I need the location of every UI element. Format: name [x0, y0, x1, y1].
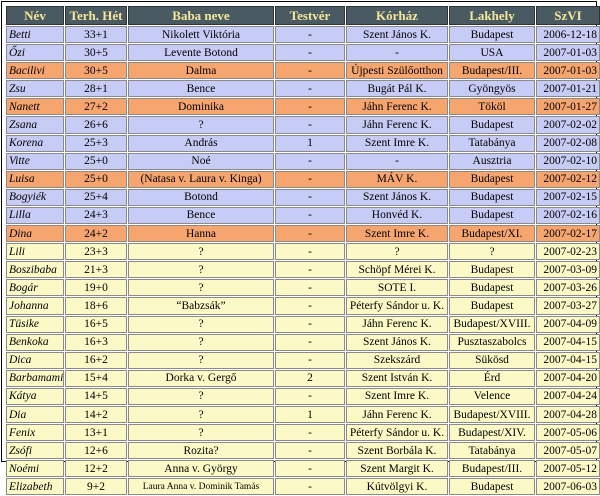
table-row	[6, 406, 600, 423]
cell-korhaz: Honvéd K.	[346, 207, 448, 224]
cell-testver: -	[275, 207, 345, 224]
cell-testver: -	[275, 442, 345, 459]
cell-szvi: 2007-02-17	[536, 225, 600, 242]
cell-nev: Bogár	[6, 279, 64, 296]
cell-baba-neve: Noé	[128, 153, 274, 170]
cell-szvi: 2007-05-07	[536, 442, 600, 459]
cell-szvi: 2007-04-20	[536, 370, 600, 387]
cell-szvi: 2007-03-27	[536, 297, 600, 314]
cell-nev: Johanna	[6, 297, 64, 314]
cell-lakhely: Budapest/III.	[449, 62, 535, 79]
cell-szvi: 2007-02-02	[536, 116, 600, 133]
cell-korhaz: SOTE I.	[346, 279, 448, 296]
cell-terh-het: 30+5	[65, 62, 127, 79]
cell-korhaz: Bugát Pál K.	[346, 80, 448, 97]
cell-szvi: 2007-02-10	[536, 153, 600, 170]
cell-nev: Lili	[6, 243, 64, 260]
table-row	[6, 388, 600, 405]
cell-korhaz: Péterfy Sándor u. K.	[346, 424, 448, 441]
cell-szvi: 2007-04-15	[536, 334, 600, 351]
cell-testver: -	[275, 80, 345, 97]
cell-baba-neve: Dalma	[128, 62, 274, 79]
cell-terh-het: 24+3	[65, 207, 127, 224]
header-nev: Név	[6, 6, 64, 25]
table-row	[6, 62, 600, 79]
cell-lakhely: Budapest/XI.	[449, 225, 535, 242]
cell-korhaz: Szent János K.	[346, 26, 448, 43]
header-terh-het: Terh. Hét	[65, 6, 127, 25]
cell-korhaz: -	[346, 153, 448, 170]
cell-baba-neve: ?	[128, 406, 274, 423]
cell-testver: -	[275, 243, 345, 260]
cell-baba-neve: Hanna	[128, 225, 274, 242]
table-frame	[1, 1, 597, 493]
cell-baba-neve: Dorka v. Gergő	[128, 370, 274, 387]
table-row	[6, 171, 600, 188]
cell-baba-neve: Levente Botond	[128, 44, 274, 61]
cell-szvi: 2007-04-09	[536, 316, 600, 333]
table-row	[6, 297, 600, 314]
cell-szvi: 2007-05-06	[536, 424, 600, 441]
cell-lakhely: Budapest/XVIII.	[449, 316, 535, 333]
cell-nev: Barbamami	[6, 370, 64, 387]
cell-terh-het: 25+3	[65, 135, 127, 152]
cell-korhaz: Szent Imre K.	[346, 225, 448, 242]
cell-testver: -	[275, 62, 345, 79]
cell-terh-het: 28+1	[65, 80, 127, 97]
table-row	[6, 153, 600, 170]
cell-testver: -	[275, 352, 345, 369]
cell-szvi: 2007-03-09	[536, 261, 600, 278]
cell-terh-het: 9+2	[65, 478, 127, 495]
cell-baba-neve: Rozita?	[128, 442, 274, 459]
cell-nev: Betti	[6, 26, 64, 43]
cell-lakhely: Tatabánya	[449, 442, 535, 459]
cell-testver: -	[275, 171, 345, 188]
cell-lakhely: Budapest	[449, 279, 535, 296]
cell-testver: -	[275, 153, 345, 170]
cell-testver: -	[275, 98, 345, 115]
cell-nev: Elizabeth	[6, 478, 64, 495]
table-row	[6, 189, 600, 206]
cell-testver: 1	[275, 135, 345, 152]
cell-korhaz: Jáhn Ferenc K.	[346, 116, 448, 133]
cell-korhaz: Szent Imre K.	[346, 388, 448, 405]
table-row	[6, 352, 600, 369]
cell-lakhely: Budapest	[449, 478, 535, 495]
cell-baba-neve: Dominika	[128, 98, 274, 115]
cell-terh-het: 14+5	[65, 388, 127, 405]
cell-nev: Zsu	[6, 80, 64, 97]
cell-korhaz: Schöpf Mérei K.	[346, 261, 448, 278]
cell-korhaz: Jáhn Ferenc K.	[346, 98, 448, 115]
cell-szvi: 2007-04-24	[536, 388, 600, 405]
cell-terh-het: 16+2	[65, 352, 127, 369]
table-row	[6, 460, 600, 477]
cell-baba-neve: ?	[128, 334, 274, 351]
cell-nev: Bacilivi	[6, 62, 64, 79]
cell-terh-het: 25+0	[65, 153, 127, 170]
cell-korhaz: Szent István K.	[346, 370, 448, 387]
cell-szvi: 2007-05-12	[536, 460, 600, 477]
header-lakhely: Lakhely	[449, 6, 535, 25]
cell-korhaz: Szent János K.	[346, 334, 448, 351]
header-testver: Testvér	[275, 6, 345, 25]
table-row	[6, 207, 600, 224]
cell-testver: 1	[275, 406, 345, 423]
cell-terh-het: 16+5	[65, 316, 127, 333]
cell-szvi: 2007-02-08	[536, 135, 600, 152]
table-row	[6, 316, 600, 333]
cell-baba-neve: (Natasa v. Laura v. Kinga)	[128, 171, 274, 188]
cell-lakhely: Tököl	[449, 98, 535, 115]
table-row	[6, 370, 600, 387]
cell-szvi: 2007-01-03	[536, 62, 600, 79]
cell-nev: Zsófi	[6, 442, 64, 459]
cell-testver: -	[275, 26, 345, 43]
cell-testver: -	[275, 116, 345, 133]
cell-terh-het: 12+6	[65, 442, 127, 459]
table-row	[6, 116, 600, 133]
cell-terh-het: 14+2	[65, 406, 127, 423]
table-row	[6, 243, 600, 260]
cell-baba-neve: “Babzsák”	[128, 297, 274, 314]
cell-korhaz: MÁV K.	[346, 171, 448, 188]
cell-nev: Bogyiék	[6, 189, 64, 206]
cell-nev: Fenix	[6, 424, 64, 441]
cell-lakhely: Budapest	[449, 207, 535, 224]
cell-lakhely: Gyöngyös	[449, 80, 535, 97]
cell-testver: -	[275, 189, 345, 206]
cell-korhaz: Szent Borbála K.	[346, 442, 448, 459]
cell-baba-neve: ?	[128, 279, 274, 296]
cell-korhaz: Kútvölgyi K.	[346, 478, 448, 495]
cell-szvi: 2007-04-28	[536, 406, 600, 423]
cell-lakhely: Pusztaszabolcs	[449, 334, 535, 351]
table-row	[6, 279, 600, 296]
cell-testver: -	[275, 225, 345, 242]
cell-lakhely: ?	[449, 243, 535, 260]
cell-lakhely: Budapest/XIV.	[449, 424, 535, 441]
cell-terh-het: 13+1	[65, 424, 127, 441]
cell-testver: -	[275, 297, 345, 314]
cell-nev: Boszibaba	[6, 261, 64, 278]
cell-lakhely: USA	[449, 44, 535, 61]
cell-szvi: 2007-02-12	[536, 171, 600, 188]
cell-testver: -	[275, 424, 345, 441]
cell-terh-het: 27+2	[65, 98, 127, 115]
cell-szvi: 2007-04-15	[536, 352, 600, 369]
cell-testver: -	[275, 478, 345, 495]
cell-lakhely: Érd	[449, 370, 535, 387]
cell-szvi: 2007-01-27	[536, 98, 600, 115]
cell-nev: Nanett	[6, 98, 64, 115]
cell-baba-neve: Botond	[128, 189, 274, 206]
cell-lakhely: Velence	[449, 388, 535, 405]
table-row	[6, 261, 600, 278]
cell-lakhely: Budapest	[449, 26, 535, 43]
cell-korhaz: Szent János K.	[346, 189, 448, 206]
cell-terh-het: 12+2	[65, 460, 127, 477]
cell-korhaz: Szent Imre K.	[346, 135, 448, 152]
cell-lakhely: Budapest/XVIII.	[449, 406, 535, 423]
cell-lakhely: Sükösd	[449, 352, 535, 369]
cell-baba-neve: ?	[128, 424, 274, 441]
table-row	[6, 442, 600, 459]
cell-testver: -	[275, 316, 345, 333]
cell-korhaz: Szent Margit K.	[346, 460, 448, 477]
table-row	[6, 80, 600, 97]
header-row	[6, 6, 600, 25]
cell-korhaz: Jáhn Ferenc K.	[346, 316, 448, 333]
cell-testver: -	[275, 388, 345, 405]
cell-terh-het: 16+3	[65, 334, 127, 351]
cell-nev: Dica	[6, 352, 64, 369]
table-row	[6, 135, 600, 152]
cell-lakhely: Budapest	[449, 261, 535, 278]
cell-baba-neve: ?	[128, 116, 274, 133]
cell-lakhely: Ausztria	[449, 153, 535, 170]
header-baba-neve: Baba neve	[128, 6, 274, 25]
table-row	[6, 44, 600, 61]
table-row	[6, 478, 600, 495]
cell-nev: Vitte	[6, 153, 64, 170]
cell-baba-neve: ?	[128, 316, 274, 333]
cell-nev: Dina	[6, 225, 64, 242]
cell-szvi: 2007-02-15	[536, 189, 600, 206]
cell-lakhely: Budapest	[449, 116, 535, 133]
cell-nev: Noémi	[6, 460, 64, 477]
cell-nev: Zsana	[6, 116, 64, 133]
cell-nev: Korena	[6, 135, 64, 152]
cell-testver: -	[275, 334, 345, 351]
table-row	[6, 98, 600, 115]
cell-korhaz: Péterfy Sándor u. K.	[346, 297, 448, 314]
table-row	[6, 424, 600, 441]
cell-korhaz: Jáhn Ferenc K.	[346, 406, 448, 423]
cell-nev: Őzi	[6, 44, 64, 61]
cell-baba-neve: András	[128, 135, 274, 152]
cell-szvi: 2006-12-18	[536, 26, 600, 43]
cell-terh-het: 26+6	[65, 116, 127, 133]
cell-szvi: 2007-03-26	[536, 279, 600, 296]
cell-terh-het: 24+2	[65, 225, 127, 242]
cell-testver: -	[275, 44, 345, 61]
cell-lakhely: Budapest/III.	[449, 460, 535, 477]
cell-baba-neve: ?	[128, 261, 274, 278]
cell-testver: -	[275, 460, 345, 477]
cell-lakhely: Budapest	[449, 189, 535, 206]
cell-baba-neve: Bence	[128, 207, 274, 224]
header-korhaz: Kórház	[346, 6, 448, 25]
cell-korhaz: ?	[346, 243, 448, 260]
cell-baba-neve: ?	[128, 388, 274, 405]
cell-testver: -	[275, 261, 345, 278]
cell-szvi: 2007-01-03	[536, 44, 600, 61]
cell-nev: Tüsike	[6, 316, 64, 333]
cell-korhaz: -	[346, 44, 448, 61]
cell-szvi: 2007-01-21	[536, 80, 600, 97]
cell-baba-neve: Bence	[128, 80, 274, 97]
cell-terh-het: 33+1	[65, 26, 127, 43]
cell-korhaz: Szekszárd	[346, 352, 448, 369]
cell-szvi: 2007-02-23	[536, 243, 600, 260]
cell-terh-het: 15+4	[65, 370, 127, 387]
cell-baba-neve: Nikolett Viktória	[128, 26, 274, 43]
cell-nev: Lilla	[6, 207, 64, 224]
table-row	[6, 26, 600, 43]
cell-korhaz: Újpesti Szülőotthon	[346, 62, 448, 79]
header-szvi: SzVI	[536, 6, 600, 25]
cell-terh-het: 19+0	[65, 279, 127, 296]
cell-nev: Kátya	[6, 388, 64, 405]
cell-terh-het: 25+4	[65, 189, 127, 206]
cell-nev: Dia	[6, 406, 64, 423]
pregnancy-table	[5, 5, 600, 496]
cell-terh-het: 18+6	[65, 297, 127, 314]
cell-lakhely: Budapest	[449, 171, 535, 188]
cell-terh-het: 23+3	[65, 243, 127, 260]
cell-nev: Benkoka	[6, 334, 64, 351]
cell-baba-neve: ?	[128, 352, 274, 369]
cell-baba-neve: Anna v. György	[128, 460, 274, 477]
cell-baba-neve: ?	[128, 243, 274, 260]
cell-terh-het: 25+0	[65, 171, 127, 188]
table-body	[6, 26, 600, 495]
cell-testver: 2	[275, 370, 345, 387]
cell-testver: -	[275, 279, 345, 296]
cell-szvi: 2007-02-16	[536, 207, 600, 224]
table-row	[6, 225, 600, 242]
cell-baba-neve: Laura Anna v. Dominik Tamás	[128, 478, 274, 495]
cell-lakhely: Tatabánya	[449, 135, 535, 152]
cell-szvi: 2007-06-03	[536, 478, 600, 495]
cell-nev: Luisa	[6, 171, 64, 188]
cell-terh-het: 30+5	[65, 44, 127, 61]
table-row	[6, 334, 600, 351]
cell-terh-het: 21+3	[65, 261, 127, 278]
cell-lakhely: Budapest	[449, 297, 535, 314]
